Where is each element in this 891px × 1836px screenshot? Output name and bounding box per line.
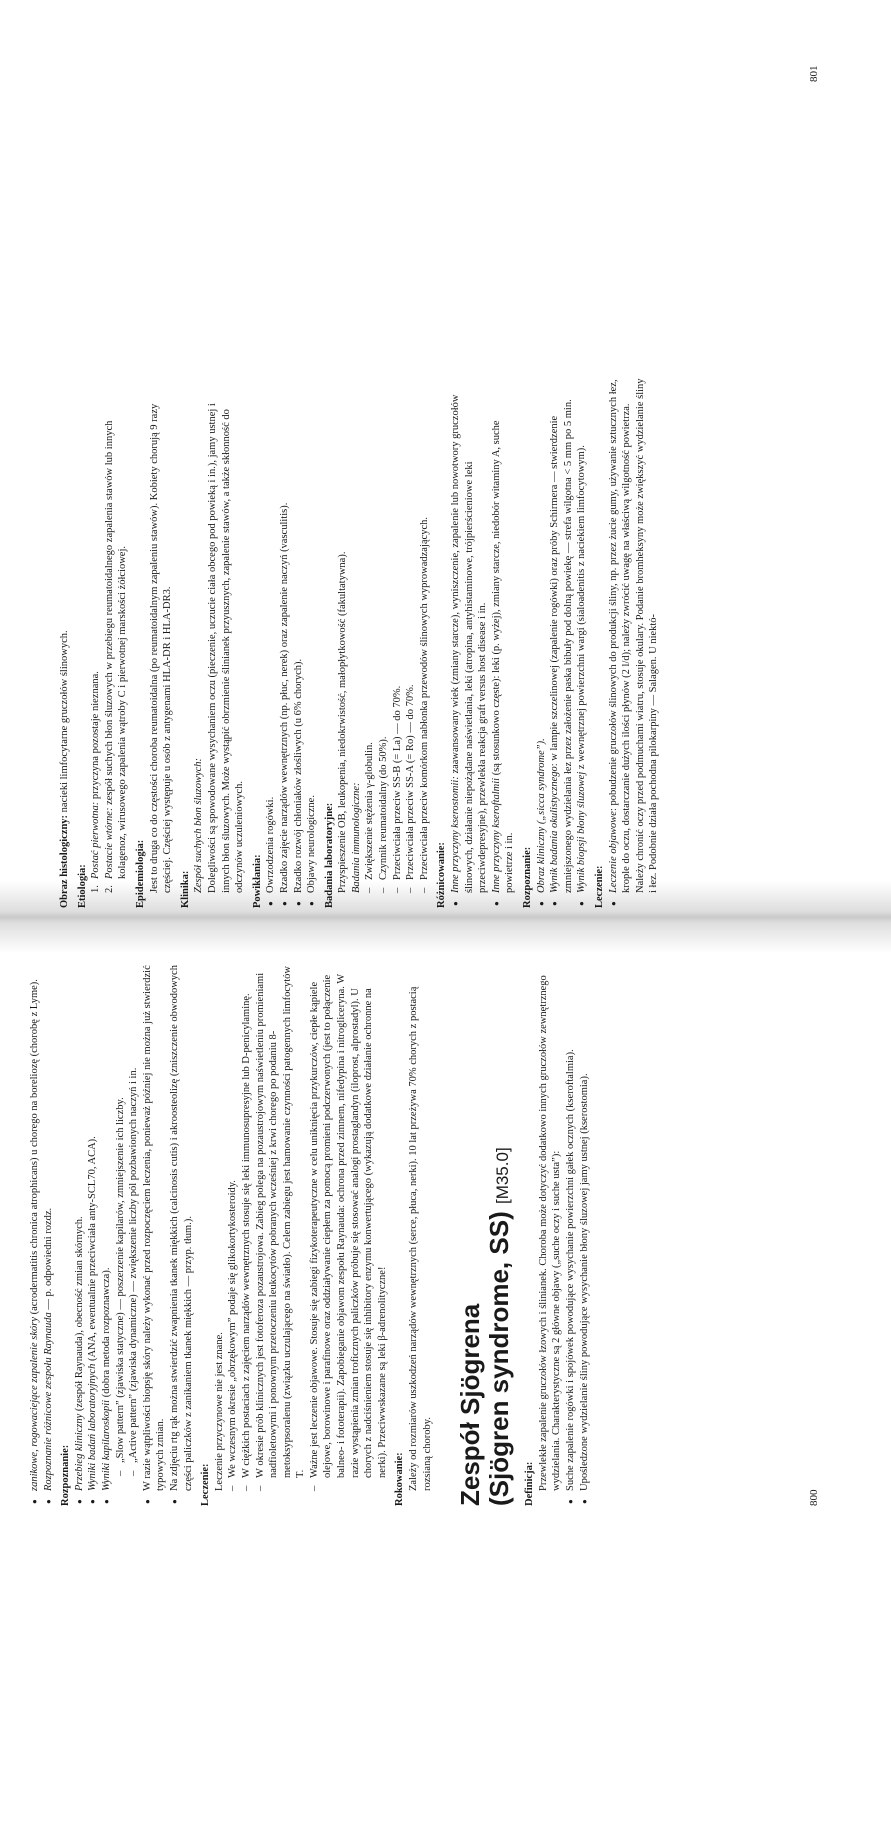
section-heading-etiologia: Etiologia: (76, 864, 88, 908)
section-heading-definicja: Definicja: (524, 1461, 536, 1506)
list-item: ● Inne przyczyny kserostomii: zaawansowany wiek (zmiany starcze), wyniszczenie, zapalenie lub nowotwory gruczołów ślinowych, działanie niepożądane naświetlania, leki (atropina, antyhistaminowe, trójpierścieniowe leki przeciwdepresyjne), przewlekła reakcja graft versus host disease i in. (449, 378, 490, 908)
list-item: ● Rzadko zajęcie narządów wewnętrznych (np. płuc, nerek) oraz zapalenie naczyń (vasculitis). (278, 378, 292, 908)
list-item: ● W razie wątpliwości biopsję skóry należy wykonać przed rozpoczęciem leczenia, ponieważ później nie można już stwierdzić typowych zmian. (141, 961, 168, 1506)
section-heading-powiklania: Powikłania: (251, 854, 263, 908)
list-item: – Ważne jest leczenie objawowe. Stosuje się zabiegi fizykoterapeutyczne w celu uniknięcia przykurczów, ciepłe kąpiele olejowe, borowinowe i parafinowe oraz oddziaływanie ciepłem za pomocą promieni podczerwonych (jest to połączenie balneo- i fototerapii). Zapobieganie objawom zespołu Raynauda: ochrona przed zimnem, nifedypina i nitrogliceryna. W razie wystąpienia zmian troficznych paliczków próbuje się stosować analogi prostaglandyn (iloprost, alprostadyl). U chorych z nadciśnieniem stosuje się inhibitory enzymu konwertującego (wykazują dodatkowe działanie ochronne na nerki). Przeciwwskazane są leki β-adrenolityczne! (308, 961, 390, 1491)
list-item: ● Wyniki kapilaroskopii (dobra metoda rozpoznawcza). – „Slow pattern” (zjawiska statyczne) — poszerzenie kapilarów, zmniejszenie ich liczby. – „Active pattern” (zjawiska dynamiczne) — zwiększenie liczby pól pozbawionych naczyń i in. (100, 961, 141, 1506)
definicja-list (564, 961, 591, 1506)
list-item: ● Przebieg kliniczny (zespół Raynauda), obecność zmian skórnych. (73, 961, 87, 1506)
rozpoznanie-list (535, 378, 589, 908)
section-heading-rozpoznanie: Rozpoznanie: (522, 846, 533, 908)
page-number: 800 (808, 1489, 820, 1506)
list-item: ● Owrzodzenia rogówki. (264, 378, 278, 908)
list-item: – „Slow pattern” (zjawiska statyczne) — poszerzenie kapilarów, zmniejszenie ich liczby. (114, 961, 128, 1476)
list-item: ● Wynik badania okulistycznego: w lampie szczelinowej (zapalenie rogówki) oraz próby Schirmera — stwierdzenie zmniejszonego wydzielania łez przez założenie paska bibuły pod dolną powiekę — strefa wilgotna < 5 mm po 5 min. (548, 378, 575, 908)
powiklania-list (264, 378, 318, 908)
section-heading-epidemiologia: Epidemiologia: (134, 839, 146, 908)
list-item: ● Obraz kliniczny („sicca syndrome”). (535, 378, 549, 908)
list-item: – „Active pattern” (zjawiska dynamiczne) — zwiększenie liczby pól pozbawionych naczyń i in. (127, 961, 141, 1476)
list-item: – W ciężkich postaciach z zajęciem narządów wewnętrznych stosuje się leki immunosupresyjne lub D-penicylaminę. (240, 961, 254, 1491)
left-page (0, 918, 891, 1836)
roznicowanie-list (449, 378, 517, 908)
section-heading-klinika: Klinika: (179, 870, 191, 908)
paragraph: Jest to druga co do częstości choroba reumatoidalna (po reumatoidalnym zapaleniu stawów). Kobiety chorują 9 razy częściej. Częściej występuje u osób z antygenami HLA-DR i HLA-DR3. (148, 403, 174, 893)
paragraph: Przyspieszenie OB, leukopenia, niedokrwistość, małopłytkowość (fakultatywna). (337, 551, 349, 893)
paragraph: Przewlekłe zapalenie gruczołów łzowych i ślinianek. Choroba może dotyczyć dodatkowo innych gruczołów zewnętrznego wydzielania. Charakterystyczne są 2 główne objawy („suche oczy i suche usta”): (537, 975, 563, 1491)
list-item: ● Suche zapalenie rogówki i spojówek powodujące wysychanie powierzchni gałek ocznych (kseroftalmia). (564, 961, 578, 1506)
list-item: – Przeciwciała przeciw komórkom nabłonka przewodów ślinowych wyprowadzających. (418, 378, 432, 893)
section-heading-rokowanie: Rokowanie: (394, 1452, 406, 1506)
icd-code: [M35.0] (493, 1147, 513, 1205)
left-column (28, 961, 591, 1506)
right-column (58, 378, 661, 908)
title-line: Zespół Sjögrena (455, 1303, 486, 1506)
section-heading-rozpoznanie: Rozpoznanie: (60, 1444, 72, 1506)
list-item: – Przeciwciała przeciw SS-B (= La) — do 70%. (391, 378, 405, 893)
badania-list (363, 378, 431, 908)
list-item: – Przeciwciała przeciw SS-A (= Ro) — do 70%. (404, 378, 418, 893)
top-bullets (28, 961, 55, 1506)
list-item: – Czynnik reumatoidalny (do 50%). (377, 378, 391, 893)
list-item: ● Rozpoznanie różnicowe zespołu Raynauda — p. odpowiedni rozdz. (42, 961, 56, 1506)
paragraph: Zespół suchych błon śluzowych: (193, 757, 205, 893)
list-item: ● zanikowe, rogowaciejące zapalenie skóry (acrodermatitis chronica atrophicans) u chorego na boreliozę (chorobę z Lyme). (28, 961, 42, 1506)
paragraph: Obraz histologiczny: nacieki limfocytarne gruczołów ślinowych. (59, 630, 70, 908)
rozpoznanie-list (73, 961, 195, 1506)
list-item: Postać pierwotna: przyczyna pozostaje nieznana. (90, 671, 102, 879)
list-item: ● Leczenie objawowe: pobudzenie gruczołów ślinowych do produkcji śliny, np. przez żucie gumy, używanie sztucznych łez, krople do oczu, dostarczanie dużych ilości płynów (2 l/d); należy zwrócić uwagę na właściwą wilgotność powietrza. Należy chronić oczy przed podmuchami wiatru, stosuje okulary. Podanie bromheksyny może zwiększyć wydzielanie śliny i łez. Podobnie działa pochodna pilokarpiny — Salagen. U niektó- (607, 378, 661, 908)
etiologia-list (89, 378, 130, 908)
chapter-title (456, 961, 517, 1506)
list-item: – We wczesnym okresie „obrzękowym” podaje się glikokortykosteroidy. (226, 961, 240, 1491)
leczenie-list (226, 961, 389, 1506)
list-item: ● Wynik biopsji błony śluzowej z wewnętrznej powierzchni wargi (sialoadenitis z naciekiem limfocytowym). (575, 378, 589, 908)
list-item: ● Wyniki badań laboratoryjnych (ANA, ewentualnie przeciwciała anty-SCL70, ACA). (86, 961, 100, 1506)
leczenie-list (607, 378, 661, 908)
paragraph: Dolegliwości są spowodowane wysychaniem oczu (pieczenie, uczucie ciała obcego pod powieką i in.), jamy ustnej i innych błon śluzowych. Może wystąpić obrzmienie ślinianek przyusznych, zapalenie stawów, a także skłonność do odczynów uczuleniowych. (206, 403, 246, 893)
list-item: ● Rzadko rozwój chłoniaków złośliwych (u 6% chorych). (292, 378, 306, 908)
section-heading-badania: Badania laboratoryjne: (323, 802, 335, 908)
list-item: ● Objawy neurologiczne. (305, 378, 319, 908)
section-heading-leczenie: Leczenie: (200, 1463, 212, 1506)
list-item: – Zwiększenie stężenia γ-globulin. (363, 378, 377, 893)
paragraph: Leczenie przyczynowe nie jest znane. (213, 1332, 225, 1491)
paragraph: Badania immunologiczne: (350, 782, 362, 893)
list-item: Postacie wtórne: zespół suchych błon śluzowych w przebiegu reumatoidalnego zapalenia stawów lub innych kolagenoz, wirusowego zapalenia wątroby C i pierwotnej marskości żółciowej. (103, 420, 129, 879)
list-item: ● Upośledzone wydzielanie śliny powodujące wysychanie błony śluzowej jamy ustnej (kserostomia). (578, 961, 592, 1506)
section-heading-roznicowanie: Różnicowanie: (436, 842, 448, 908)
list-item: – W okresie prób klinicznych jest fotoferoza pozaustrojowa. Zabieg polega na pozaustrojowym naświetleniu promieniami nadfioletowymi i ponownym przetoczeniu leukocytów pobranych wcześniej z krwi chorego po podaniu 8-metoksypsoralenu (związku uczulającego na światło). Celem zabiegu jest hamowanie czynności patogennych limfocytów T. (254, 961, 308, 1491)
paragraph: Zależy od rozmiarów uszkodzeń narządów wewnętrznych (serce, płuca, nerki). 10 lat przeżywa 70% chorych z postacią rozsianą choroby. (408, 986, 433, 1491)
section-heading-leczenie: Leczenie: (593, 865, 605, 908)
list-item: ● Inne przyczyny kseroftalmii (są stosunkowo częste): leki (p. wyżej), zmiany starcze, niedobór witaminy A, suche powietrze i in. (490, 378, 517, 908)
title-line: (Sjögren syndrome, SS) (484, 1211, 515, 1506)
page-number: 801 (808, 65, 820, 82)
list-item: ● Na zdjęciu rtg rąk można stwierdzić zwapnienia tkanek miękkich (calcinosis cutis) i akroosteolizę (zniszczenie obwodowych części paliczków z zanikaniem tkanek miękkich — przyp. tłum.). (168, 961, 195, 1506)
kapilaroskopia-list (114, 961, 141, 1491)
